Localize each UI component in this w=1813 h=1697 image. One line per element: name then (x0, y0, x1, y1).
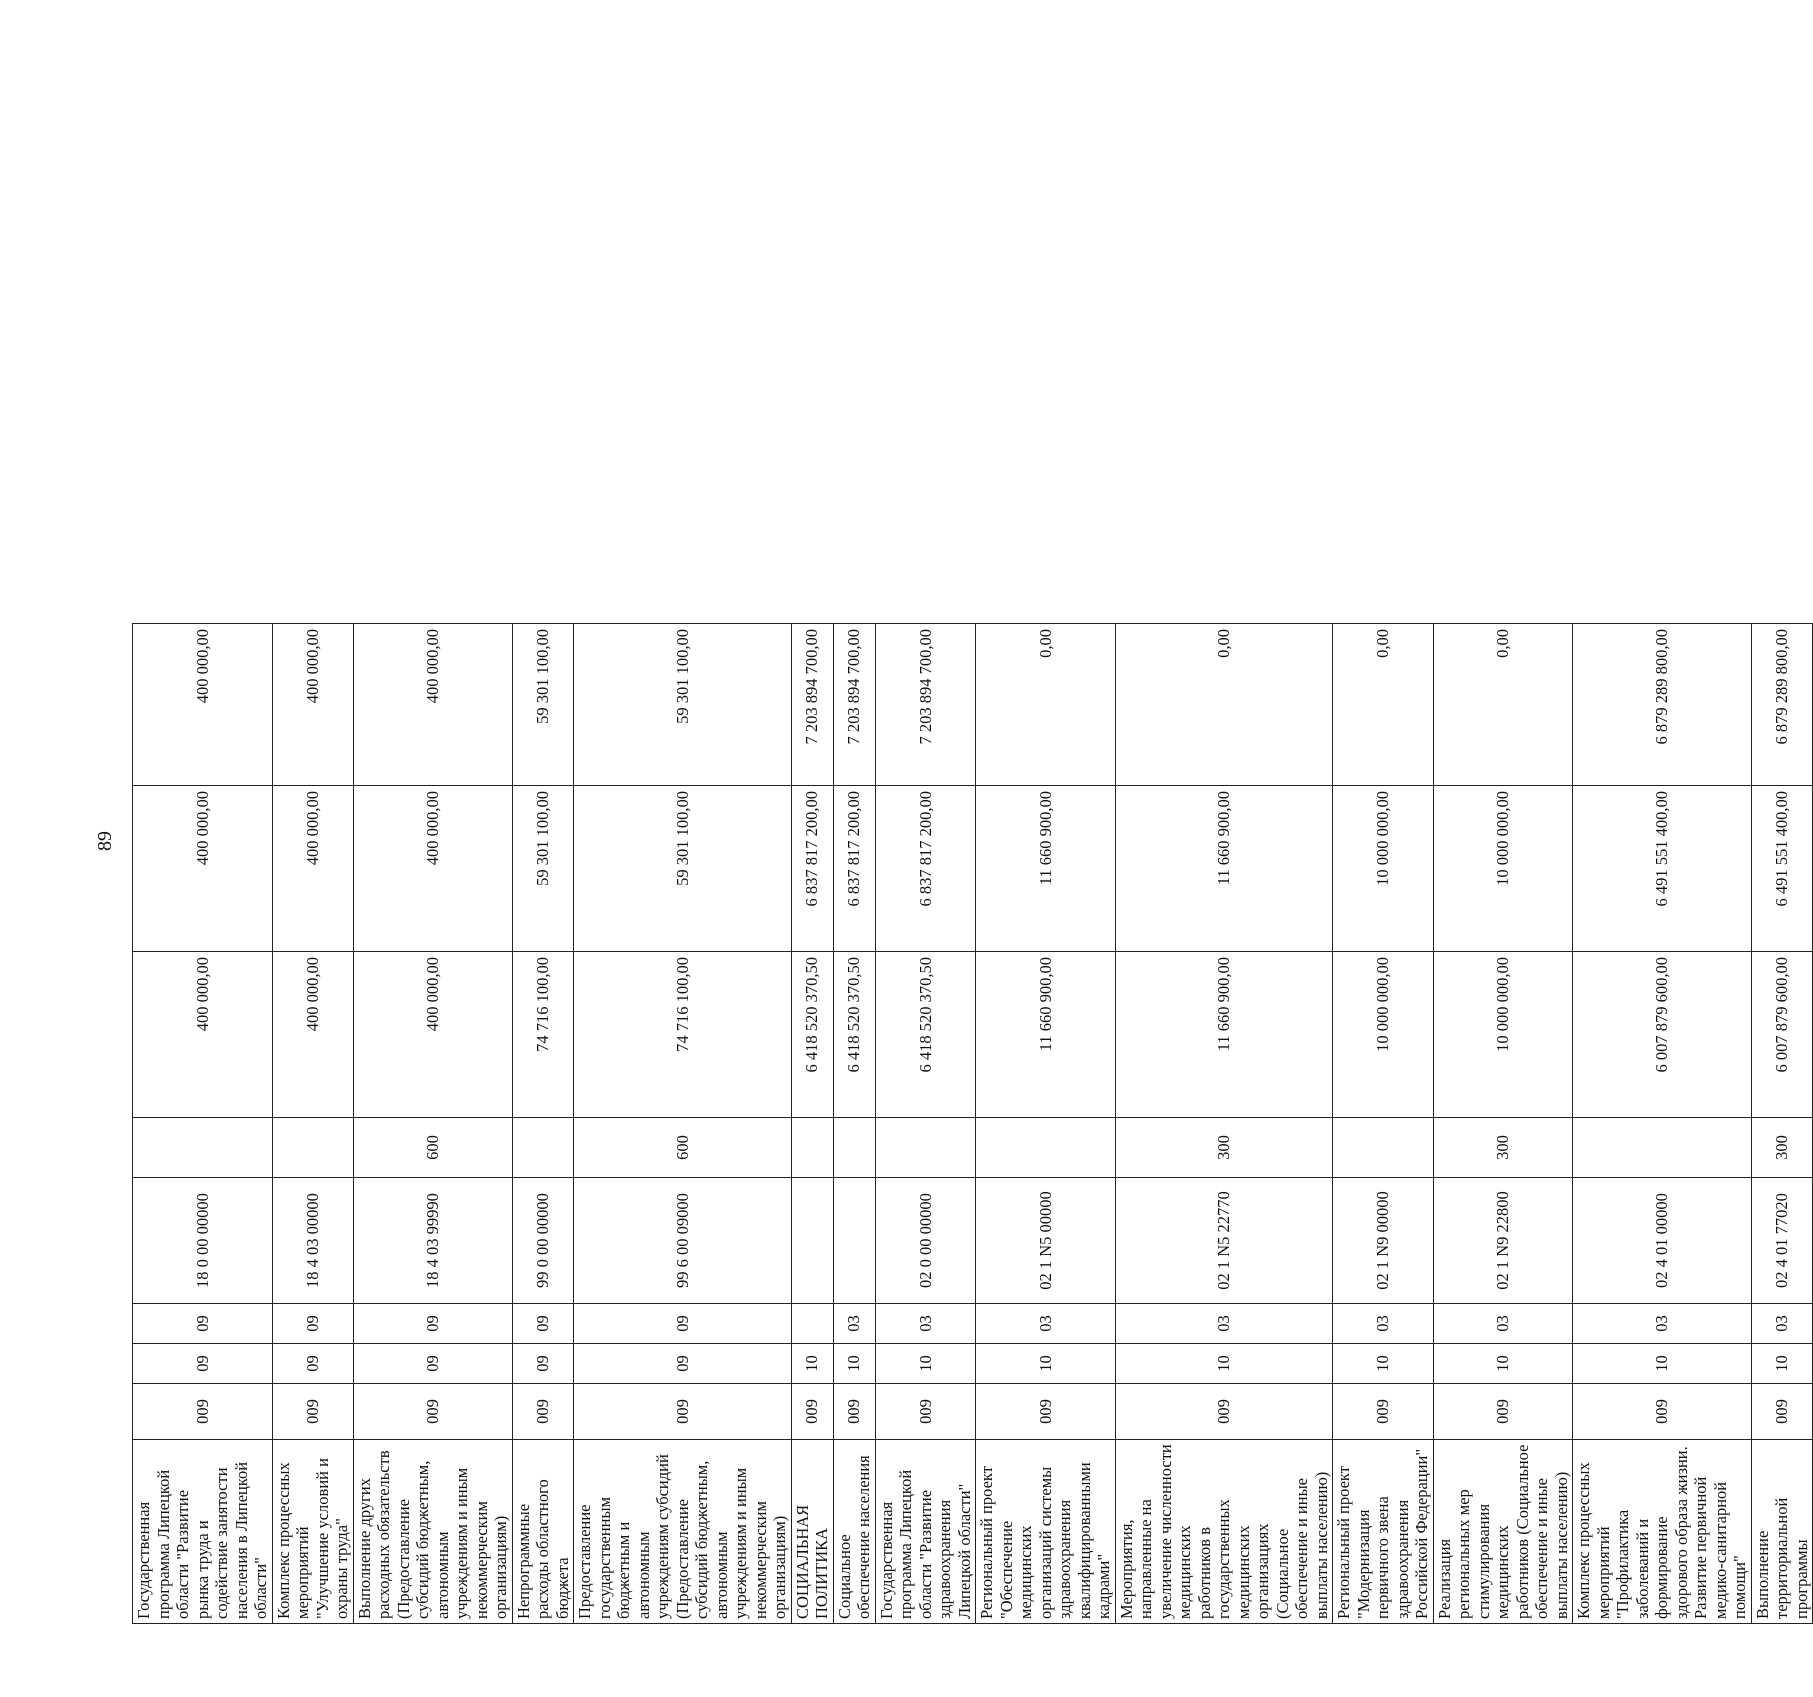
cell-expense-type: 300 (1433, 1118, 1573, 1178)
cell-sum-year-2: 10 000 000,00 (1433, 786, 1573, 952)
cell-section: 10 (833, 1344, 875, 1384)
cell-target-article (833, 1178, 875, 1304)
cell-grbs: 009 (272, 1384, 353, 1440)
cell-subsection: 09 (353, 1304, 512, 1344)
cell-section: 10 (1433, 1344, 1573, 1384)
cell-expense-type (833, 1118, 875, 1178)
cell-sum-year-3: 6 879 289 800,00 (1751, 624, 1813, 786)
cell-sum-year-1: 400 000,00 (272, 952, 353, 1118)
cell-section: 10 (1751, 1344, 1813, 1384)
cell-sum-year-3: 400 000,00 (133, 624, 273, 786)
cell-sum-year-2: 11 660 900,00 (976, 786, 1116, 952)
cell-sum-year-2: 400 000,00 (133, 786, 273, 952)
cell-sum-year-3: 400 000,00 (272, 624, 353, 786)
table-row (272, 624, 353, 1624)
cell-grbs: 009 (1433, 1384, 1573, 1440)
cell-target-article: 02 4 01 77020 (1751, 1178, 1813, 1304)
budget-table (132, 623, 1813, 1624)
cell-sum-year-1: 6 007 879 600,00 (1573, 952, 1752, 1118)
cell-sum-year-2: 400 000,00 (353, 786, 512, 952)
cell-subsection: 09 (272, 1304, 353, 1344)
cell-sum-year-1: 74 716 100,00 (574, 952, 792, 1118)
cell-subsection: 09 (512, 1304, 574, 1344)
cell-grbs: 009 (574, 1384, 792, 1440)
cell-grbs: 009 (976, 1384, 1116, 1440)
cell-grbs: 009 (791, 1384, 833, 1440)
cell-section: 10 (791, 1344, 833, 1384)
cell-name: Выполнение других расходных обязательств (Предоставление субсидий бюджетным, автономным учреждениям и иным некоммерческим организациям) (353, 1440, 512, 1624)
cell-expense-type: 600 (353, 1118, 512, 1178)
cell-subsection: 09 (574, 1304, 792, 1344)
cell-expense-type (976, 1118, 1116, 1178)
cell-sum-year-1: 6 007 879 600,00 (1751, 952, 1813, 1118)
cell-sum-year-3: 7 203 894 700,00 (875, 624, 976, 786)
cell-section: 09 (353, 1344, 512, 1384)
cell-grbs: 009 (1751, 1384, 1813, 1440)
cell-sum-year-2: 59 301 100,00 (574, 786, 792, 952)
cell-sum-year-1: 400 000,00 (133, 952, 273, 1118)
table-row (133, 624, 273, 1624)
cell-subsection: 03 (1333, 1304, 1434, 1344)
cell-grbs: 009 (1573, 1384, 1752, 1440)
cell-grbs: 009 (133, 1384, 273, 1440)
cell-target-article: 18 0 00 00000 (133, 1178, 273, 1304)
table-row (1333, 624, 1434, 1624)
cell-name: Непрограммные расходы областного бюджета (512, 1440, 574, 1624)
rotated-budget-table-container (132, 624, 1811, 1624)
cell-sum-year-1: 6 418 520 370,50 (875, 952, 976, 1118)
table-row (976, 624, 1116, 1624)
cell-sum-year-3: 0,00 (1115, 624, 1333, 786)
cell-section: 10 (976, 1344, 1116, 1384)
cell-subsection: 03 (1573, 1304, 1752, 1344)
cell-target-article: 02 0 00 00000 (875, 1178, 976, 1304)
cell-sum-year-1: 6 418 520 370,50 (791, 952, 833, 1118)
cell-expense-type (272, 1118, 353, 1178)
cell-grbs: 009 (833, 1384, 875, 1440)
cell-grbs: 009 (1115, 1384, 1333, 1440)
cell-expense-type (512, 1118, 574, 1178)
cell-sum-year-2: 10 000 000,00 (1333, 786, 1434, 952)
cell-subsection: 09 (133, 1304, 273, 1344)
cell-sum-year-3: 0,00 (976, 624, 1116, 786)
cell-sum-year-3: 6 879 289 800,00 (1573, 624, 1752, 786)
cell-target-article: 18 4 03 00000 (272, 1178, 353, 1304)
cell-name: Государственная программа Липецкой области "Развитие рынка труда и содействие занятости населения в Липецкой области" (133, 1440, 273, 1624)
table-row (833, 624, 875, 1624)
cell-section: 09 (512, 1344, 574, 1384)
cell-sum-year-2: 6 837 817 200,00 (875, 786, 976, 952)
cell-sum-year-2: 59 301 100,00 (512, 786, 574, 952)
cell-target-article: 99 6 00 09000 (574, 1178, 792, 1304)
table-row (1751, 624, 1813, 1624)
cell-subsection (791, 1304, 833, 1344)
cell-grbs: 009 (512, 1384, 574, 1440)
cell-grbs: 009 (1333, 1384, 1434, 1440)
cell-sum-year-2: 6 491 551 400,00 (1573, 786, 1752, 952)
cell-name: Предоставление государственным бюджетным и автономным учреждениям субсидий (Предоставление субсидий бюджетным, автономным учреждениям и иным некоммерческим организациям) (574, 1440, 792, 1624)
cell-sum-year-1: 10 000 000,00 (1433, 952, 1573, 1118)
cell-target-article (791, 1178, 833, 1304)
cell-section: 10 (1333, 1344, 1434, 1384)
table-row (1115, 624, 1333, 1624)
cell-subsection: 03 (1433, 1304, 1573, 1344)
page-number: 89 (94, 831, 116, 851)
cell-section: 10 (875, 1344, 976, 1384)
cell-name: Комплекс процессных мероприятий "Профилактика заболеваний и формирование здорового образа жизни. Развитие первичной медико-санитарной помощи" (1573, 1440, 1752, 1624)
cell-sum-year-2: 6 491 551 400,00 (1751, 786, 1813, 952)
cell-name: Государственная программа Липецкой области "Развитие здравоохранения Липецкой области" (875, 1440, 976, 1624)
cell-sum-year-3: 7 203 894 700,00 (833, 624, 875, 786)
cell-sum-year-2: 400 000,00 (272, 786, 353, 952)
cell-expense-type (791, 1118, 833, 1178)
table-row (1573, 624, 1752, 1624)
cell-sum-year-1: 400 000,00 (353, 952, 512, 1118)
cell-sum-year-1: 11 660 900,00 (1115, 952, 1333, 1118)
cell-name: Реализация региональных мер стимулирования медицинских работников (Социальное обеспечение и иные выплаты населению) (1433, 1440, 1573, 1624)
cell-sum-year-2: 6 837 817 200,00 (833, 786, 875, 952)
cell-section: 09 (574, 1344, 792, 1384)
cell-sum-year-1: 11 660 900,00 (976, 952, 1116, 1118)
table-row (353, 624, 512, 1624)
cell-expense-type: 300 (1115, 1118, 1333, 1178)
cell-sum-year-3: 400 000,00 (353, 624, 512, 786)
cell-name: Мероприятия, направленные на увеличение численности медицинских работников в государственных медицинских организациях (Социальное обеспечение и иные выплаты населению) (1115, 1440, 1333, 1624)
cell-name: Комплекс процессных мероприятий "Улучшение условий и охраны труда" (272, 1440, 353, 1624)
cell-expense-type (1333, 1118, 1434, 1178)
cell-section: 09 (133, 1344, 273, 1384)
cell-name: Региональный проект "Обеспечение медицинских организаций системы здравоохранения квалифицированными кадрами" (976, 1440, 1116, 1624)
cell-sum-year-2: 6 837 817 200,00 (791, 786, 833, 952)
cell-target-article: 02 1 N5 00000 (976, 1178, 1116, 1304)
cell-expense-type: 600 (574, 1118, 792, 1178)
cell-sum-year-3: 7 203 894 700,00 (791, 624, 833, 786)
cell-section: 10 (1115, 1344, 1333, 1384)
cell-name: СОЦИАЛЬНАЯ ПОЛИТИКА (791, 1440, 833, 1624)
table-row (875, 624, 976, 1624)
cell-name: Выполнение территориальной программы (1751, 1440, 1813, 1624)
cell-expense-type (133, 1118, 273, 1178)
cell-target-article: 02 1 N9 00000 (1333, 1178, 1434, 1304)
cell-target-article: 99 0 00 00000 (512, 1178, 574, 1304)
cell-subsection: 03 (976, 1304, 1116, 1344)
cell-sum-year-1: 74 716 100,00 (512, 952, 574, 1118)
cell-grbs: 009 (875, 1384, 976, 1440)
table-row (1433, 624, 1573, 1624)
table-row (512, 624, 574, 1624)
cell-section: 09 (272, 1344, 353, 1384)
cell-sum-year-3: 0,00 (1433, 624, 1573, 786)
cell-target-article: 18 4 03 99990 (353, 1178, 512, 1304)
table-row (574, 624, 792, 1624)
cell-target-article: 02 4 01 00000 (1573, 1178, 1752, 1304)
cell-subsection: 03 (1115, 1304, 1333, 1344)
cell-sum-year-1: 6 418 520 370,50 (833, 952, 875, 1118)
cell-subsection: 03 (1751, 1304, 1813, 1344)
cell-expense-type (1573, 1118, 1752, 1178)
cell-name: Социальное обеспечение населения (833, 1440, 875, 1624)
cell-section: 10 (1573, 1344, 1752, 1384)
cell-expense-type (875, 1118, 976, 1178)
cell-sum-year-3: 59 301 100,00 (512, 624, 574, 786)
cell-sum-year-2: 11 660 900,00 (1115, 786, 1333, 952)
cell-expense-type: 300 (1751, 1118, 1813, 1178)
cell-sum-year-3: 59 301 100,00 (574, 624, 792, 786)
table-row (791, 624, 833, 1624)
cell-subsection: 03 (875, 1304, 976, 1344)
cell-sum-year-1: 10 000 000,00 (1333, 952, 1434, 1118)
cell-target-article: 02 1 N5 22770 (1115, 1178, 1333, 1304)
cell-grbs: 009 (353, 1384, 512, 1440)
cell-subsection: 03 (833, 1304, 875, 1344)
cell-name: Региональный проект "Модернизация первичного звена здравоохранения Российской Федерации" (1333, 1440, 1434, 1624)
cell-target-article: 02 1 N9 22800 (1433, 1178, 1573, 1304)
cell-sum-year-3: 0,00 (1333, 624, 1434, 786)
